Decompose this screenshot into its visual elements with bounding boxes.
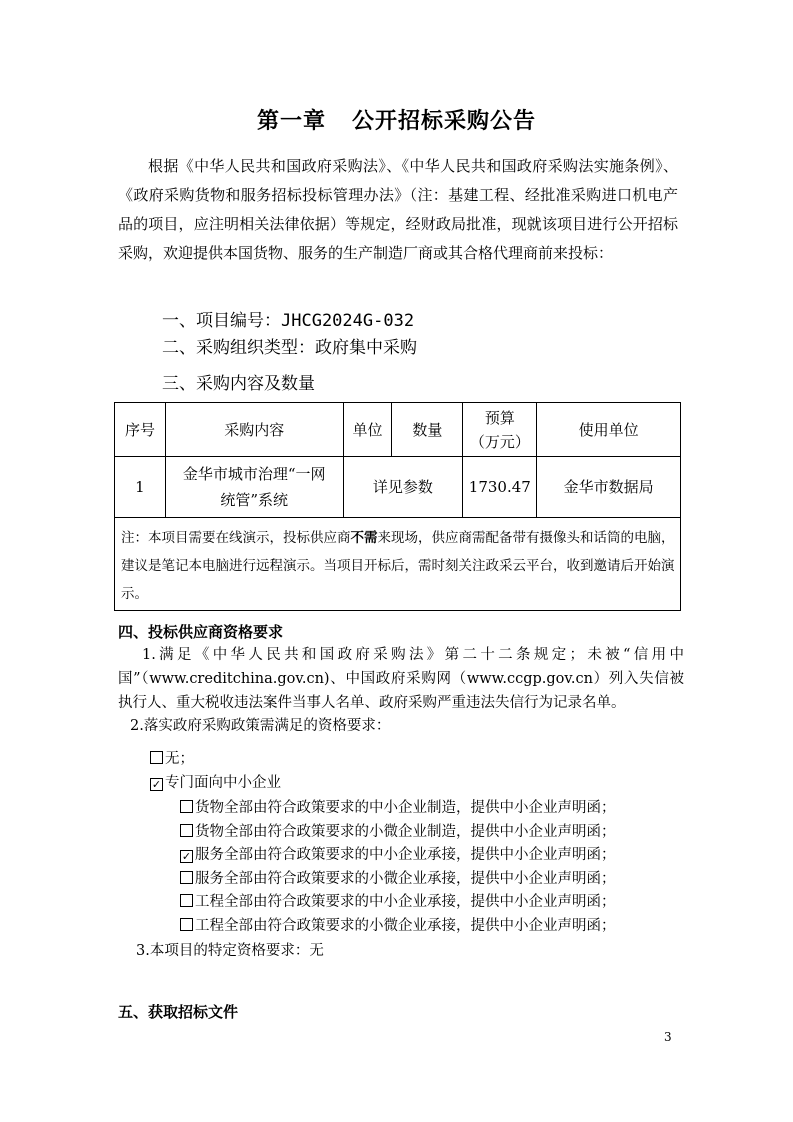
checkbox-unchecked-icon (180, 918, 193, 931)
header-budget (463, 403, 537, 457)
chapter-title (0, 104, 793, 135)
page-number: 3 (664, 1030, 672, 1044)
header-qty: 数量 (392, 403, 463, 457)
cell-unit-qty: 详见参数 (343, 457, 463, 518)
header-unit: 单位 (343, 403, 392, 457)
procurement-table (114, 402, 681, 611)
sub-option (180, 867, 616, 888)
header-budget-line1: 预算 (484, 408, 515, 427)
cell-user: 金华市数据局 (537, 457, 681, 518)
chapter-name: 公开招标采购公告 (352, 109, 537, 134)
checkbox-checked-icon: ✓ (181, 850, 192, 864)
table-note (115, 518, 681, 611)
header-seq: 序号 (115, 403, 166, 457)
header-content: 采购内容 (165, 403, 343, 457)
sub-option-label: 工程全部由符合政策要求的小微企业承接，提供中小企业声明函； (195, 918, 616, 934)
requirement-1: 1.满足《中华人民共和国政府采购法》第二十二条规定；未被“信用中国”（www.creditchina.gov.cn)、中国政府采购网（www.ccgp.gov.cn）列入失信被执行人、重大税收违法案件当事人名单、政府采购严重违法失信行为记录名单。 (118, 647, 684, 711)
checkbox-checked-icon: ✓ (151, 778, 162, 791)
header-user: 使用单位 (537, 403, 681, 457)
sub-option (180, 914, 616, 935)
sub-option (180, 843, 616, 864)
section-5-heading: 五、获取招标文件 (118, 1003, 239, 1021)
option-none-label: 无； (165, 751, 194, 767)
checkbox-unchecked-icon (180, 824, 193, 837)
option-sme-label: 专门面向中小企业 (165, 775, 281, 791)
org-type-heading: 二、采购组织类型：政府集中采购 (162, 338, 417, 358)
sub-option-label: 服务全部由符合政策要求的小微企业承接，提供中小企业声明函； (195, 870, 616, 887)
sub-option-label: 货物全部由符合政策要求的小微企业制造，提供中小企业声明函； (195, 823, 616, 840)
checkbox-unchecked-icon (180, 800, 193, 813)
cell-seq: 1 (115, 457, 166, 518)
project-number-heading (162, 306, 414, 331)
header-budget-line2: （万元） (469, 432, 530, 451)
table-header-row (115, 403, 681, 457)
checkbox-unchecked-icon (180, 894, 193, 907)
requirement-3: 3.本项目的特定资格要求：无 (136, 943, 324, 959)
chapter-number: 第一章 (256, 109, 326, 134)
table-note-row (115, 518, 681, 611)
content-heading: 三、采购内容及数量 (162, 374, 315, 394)
cell-content: 金华市城市治理“一网统管”系统 (165, 457, 343, 518)
table-row (115, 457, 681, 518)
sub-option-label: 货物全部由符合政策要求的中小企业制造，提供中小企业声明函； (195, 800, 616, 816)
sub-option-label: 工程全部由符合政策要求的中小企业承接，提供中小企业声明函； (195, 894, 616, 911)
sub-option (180, 796, 616, 817)
option-none (150, 747, 194, 768)
note-text-bold: 不需 (350, 530, 378, 546)
requirement-2: 2.落实政府采购政策需满足的资格要求： (130, 718, 391, 734)
sub-option-label: 服务全部由符合政策要求的中小企业承接，提供中小企业声明函； (195, 847, 616, 864)
sub-option (180, 890, 616, 911)
project-number-value: JHCG2024G-032 (281, 311, 415, 331)
intro-paragraph: 根据《中华人民共和国政府采购法》、《中华人民共和国政府采购法实施条例》、《政府采购货物和服务招标投标管理办法》（注：基建工程、经批准采购进口机电产品的项目，应注明相关法律依据）等规定，经财政局批准，现就该项目进行公开招标采购，欢迎提供本国货物、服务的生产制造厂商或其合格代理商前来投标： (118, 157, 678, 262)
note-text-post: 来现场，供应商需配备带有摄像头和话筒的电脑，建议是笔记本电脑进行远程演示。当项目开标后，需时刻关注政采云平台，收到邀请后开始演示。 (121, 530, 675, 602)
cell-budget: 1730.47 (463, 457, 537, 518)
note-text-pre: 注：本项目需要在线演示，投标供应商 (121, 530, 351, 546)
option-sme (150, 771, 281, 792)
project-number-label: 一、项目编号： (162, 311, 281, 331)
section-4-heading: 四、投标供应商资格要求 (118, 623, 284, 641)
checkbox-unchecked-icon (150, 751, 163, 764)
sub-option (180, 820, 616, 841)
checkbox-unchecked-icon (180, 871, 193, 884)
